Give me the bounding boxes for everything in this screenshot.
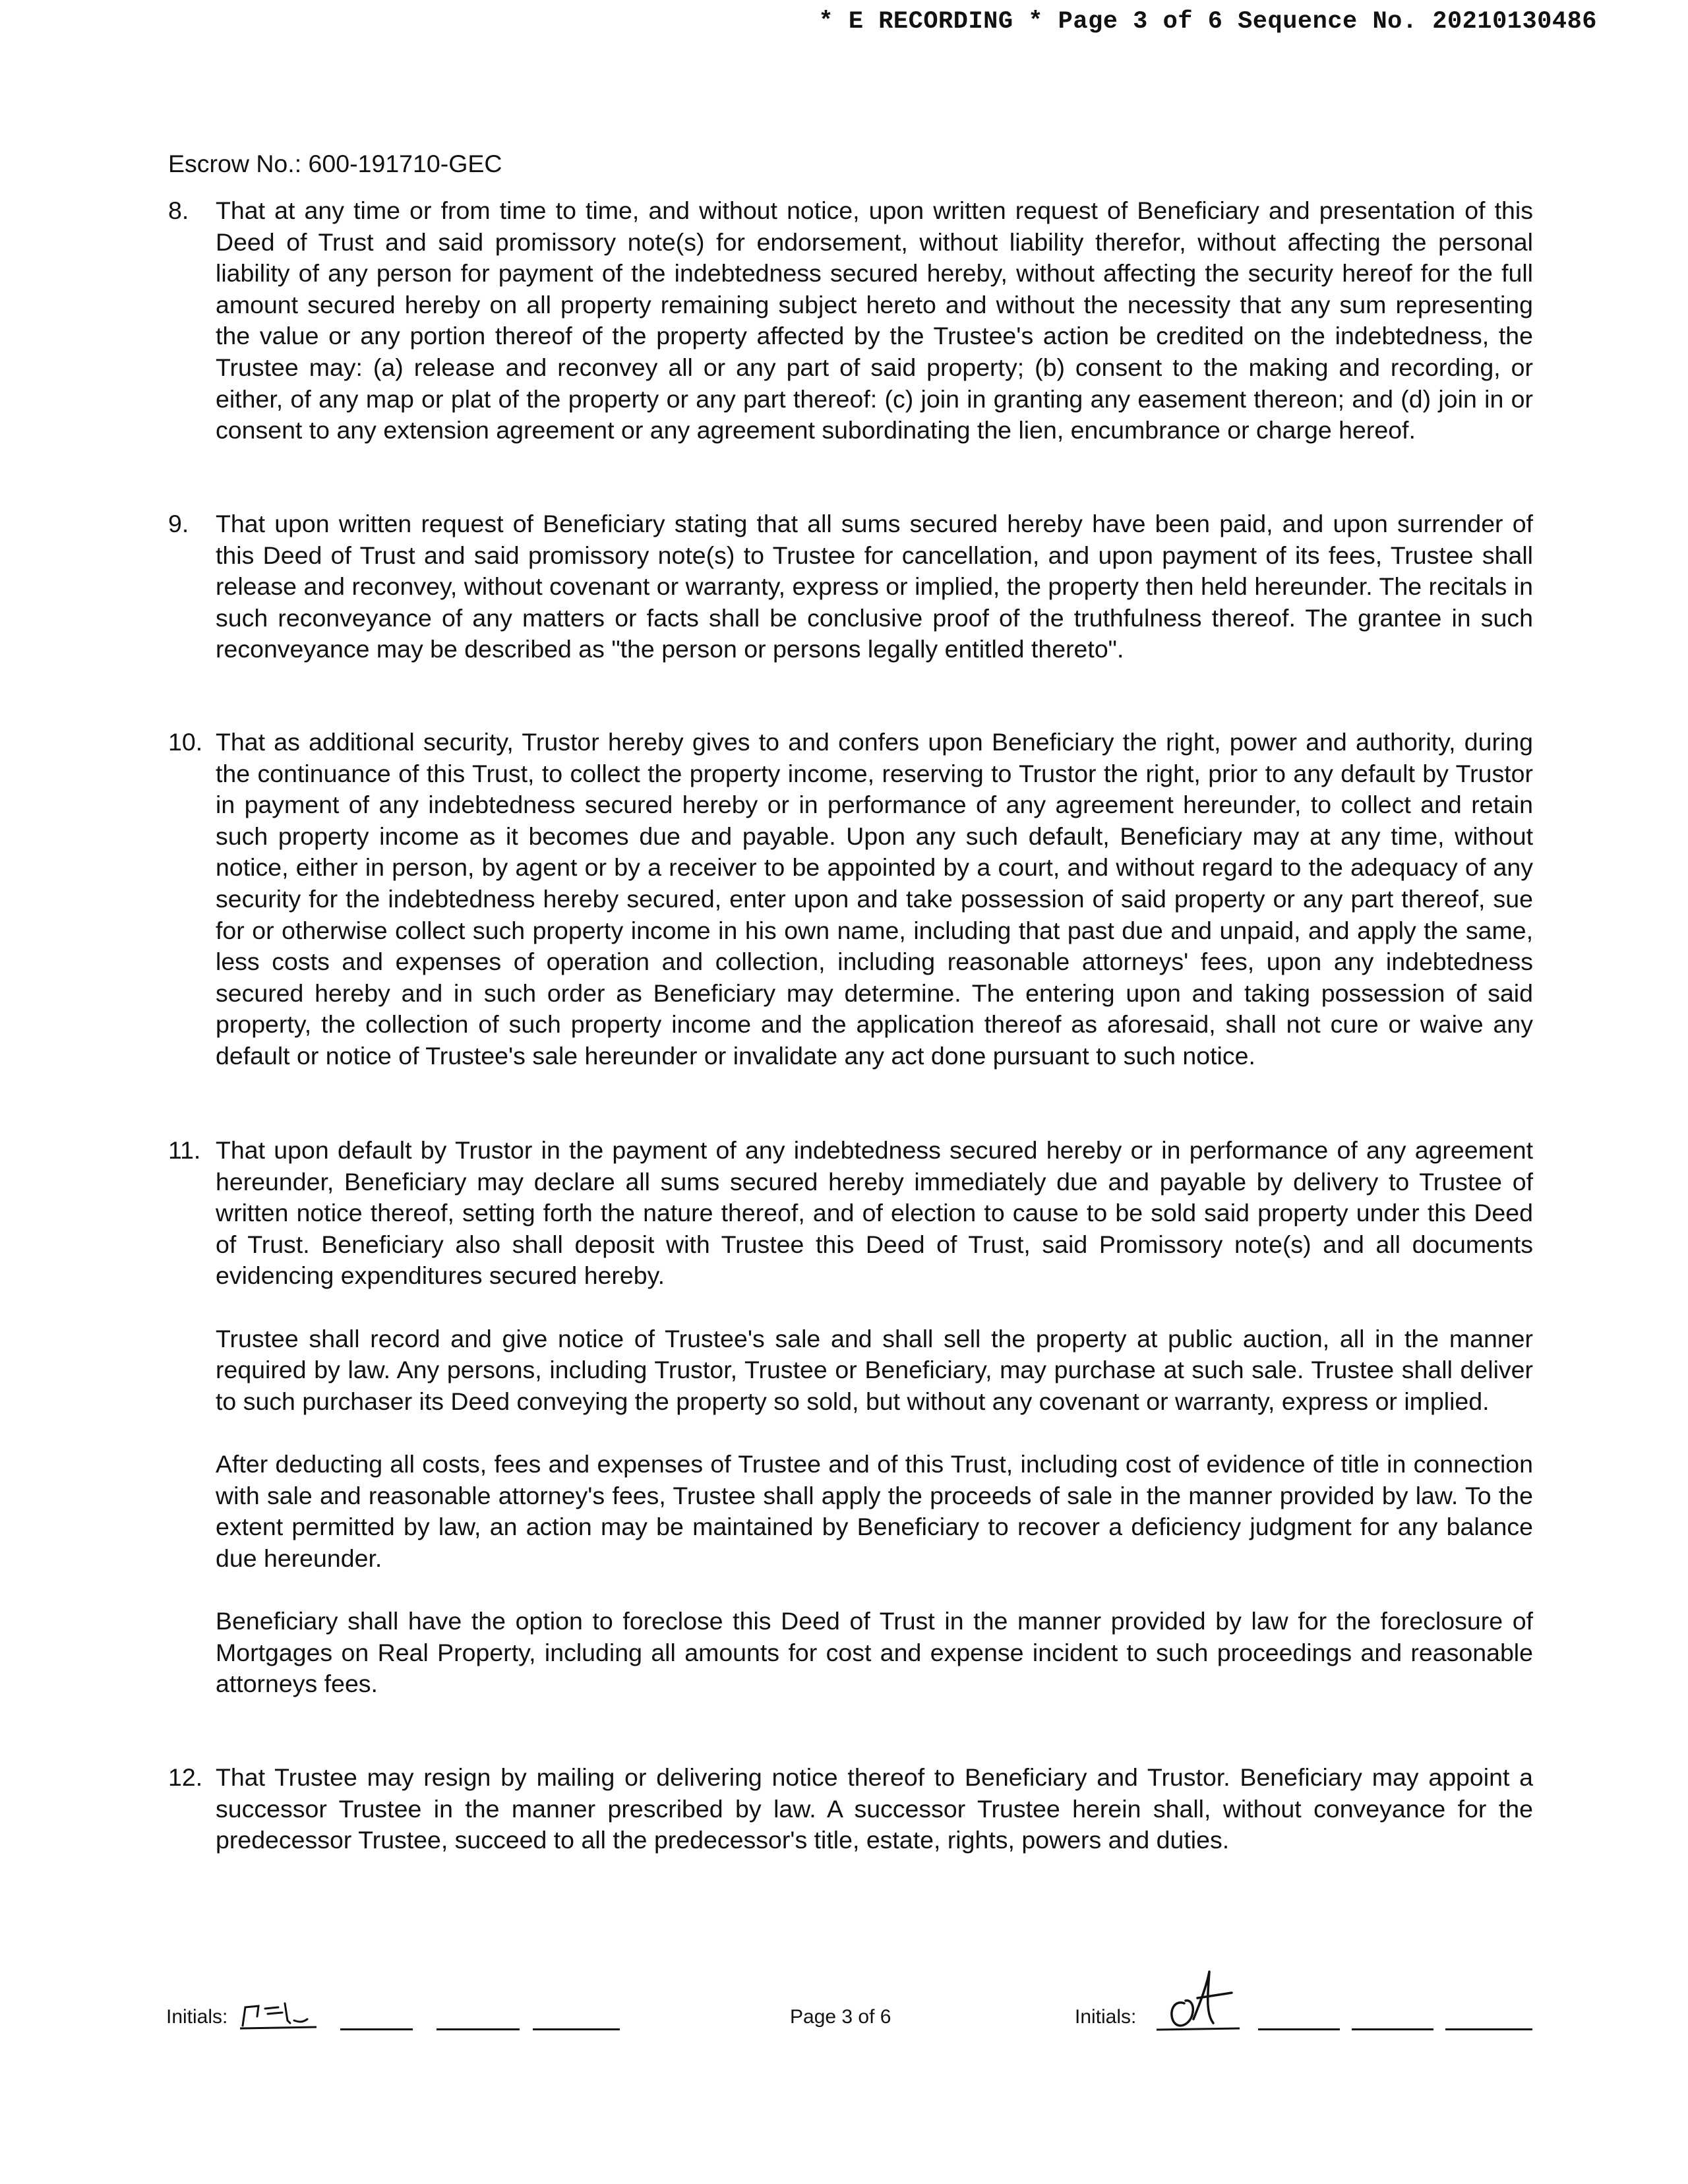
clause-9 bbox=[168, 508, 1533, 665]
clause-paragraph: Trustee shall record and give notice of Trustee's sale and shall sell the property at public auction, all in the manner required by law. Any persons, including Trustor, Trustee or Beneficiary, may purchase at such sale. Trustee shall deliver to such purchaser its Deed conveying the property so sold, but without any covenant or warranty, express or implied. bbox=[216, 1324, 1533, 1415]
escrow-number: Escrow No.: 600-191710-GEC bbox=[168, 150, 502, 177]
clause-paragraph: That as additional security, Trustor hereby gives to and confers upon Beneficiary the right, power and authority, during the continuance of this Trust, to collect the property income, reserving to Trustor the right, prior to any default by Trustor in payment of any indebtedness secured hereby or in performance of any agreement hereunder, to collect and retain such property income as it becomes due and payable. Upon any such default, Beneficiary may at any time, without notice, either in person, by agent or by a receiver to be appointed by a court, and without regard to the adequacy of any security for the indebtedness hereby secured, enter upon and take possession of said property or any part thereof, sue for or otherwise collect such property income in his own name, including that past due and unpaid, and apply the same, less costs and expenses of operation and collection, including reasonable attorneys' fees, upon any indebtedness secured hereby and in such order as Beneficiary may determine. The entering upon and taking possession of said property, the collection of such property income and the application thereof as aforesaid, shall not cure or waive any default or notice of Trustee's sale hereunder or invalidate any act done pursuant to such notice. bbox=[216, 728, 1533, 1070]
initials-blank bbox=[340, 2028, 413, 2030]
page-number: Page 3 of 6 bbox=[790, 2006, 891, 2028]
clause-12 bbox=[168, 1762, 1533, 1856]
clause-text bbox=[216, 727, 1533, 1072]
clause-10 bbox=[168, 727, 1533, 1072]
initials-signature-right bbox=[1154, 1966, 1259, 2032]
initials-blank bbox=[1352, 2028, 1433, 2030]
initials-blank bbox=[437, 2028, 520, 2030]
clause-paragraph: Beneficiary shall have the option to foreclose this Deed of Trust in the manner provided by law for the foreclosure of Mortgages on Real Property, including all amounts for cost and expense incident to such proceedings and reasonable attorneys fees. bbox=[216, 1606, 1533, 1698]
initials-blank bbox=[1258, 2028, 1340, 2030]
clause-text bbox=[216, 1762, 1533, 1856]
clause-paragraph: That Trustee may resign by mailing or delivering notice thereof to Beneficiary and Trustor. Beneficiary may appoint a successor Trustee in the manner prescribed by law. A successor Trustee herein shall, without conveyance for the predecessor Trustee, succeed to all the predecessor's title, estate, rights, powers and duties. bbox=[216, 1763, 1533, 1854]
clause-paragraph: That upon written request of Beneficiary stating that all sums secured hereby have been paid, and upon surrender of this Deed of Trust and said promissory note(s) to Trustee for cancellation, and upon payment of its fees, Trustee shall release and reconvey, without covenant or warranty, express or implied, the property then held hereunder. The recitals in such reconveyance of any matters or facts shall be conclusive proof of the truthfulness thereof. The grantee in such reconveyance may be described as "the person or persons legally entitled thereto". bbox=[216, 510, 1533, 663]
clause-paragraph: That at any time or from time to time, and without notice, upon written request of Beneficiary and presentation of this Deed of Trust and said promissory note(s) for endorsement, without liability therefor, without affecting the personal liability of any person for payment of the indebtedness secured hereby, without affecting the security hereof for the full amount secured hereby on all property remaining subject hereto and without the necessity that any sum representing the value or any portion thereof of the property affected by the Trustee's action be credited on the indebtedness, the Trustee may: (a) release and reconvey all or any part of said property; (b) consent to the making and recording, or either, of any map or plat of the property or any part thereof: (c) join in granting any easement thereon; and (d) join in or consent to any extension agreement or any agreement subordinating the lien, encumbrance or charge hereof. bbox=[216, 197, 1533, 444]
initials-blank bbox=[1445, 2028, 1532, 2030]
clause-number: 12. bbox=[168, 1763, 203, 1791]
clause-text bbox=[216, 1135, 1533, 1700]
initials-blank bbox=[533, 2028, 620, 2030]
clause-paragraph: After deducting all costs, fees and expenses of Trustee and of this Trust, including cost of evidence of title in connection with sale and reasonable attorney's fees, Trustee shall apply the proceeds of sale in the manner provided by law. To the extent permitted by law, an action may be maintained by Beneficiary to recover a deficiency judgment for any balance due hereunder. bbox=[216, 1449, 1533, 1572]
clause-number: 10. bbox=[168, 728, 203, 756]
clause-11 bbox=[168, 1135, 1533, 1700]
clause-text bbox=[216, 195, 1533, 446]
initials-right-label: Initials: bbox=[1075, 2006, 1137, 2028]
clause-8 bbox=[168, 195, 1533, 446]
clause-text bbox=[216, 508, 1533, 665]
recording-header: * E RECORDING * Page 3 of 6 Sequence No. 20210130486 bbox=[818, 8, 1597, 36]
initials-signature-left bbox=[239, 1994, 324, 2035]
initials-left-label: Initials: bbox=[166, 2006, 228, 2028]
clause-number: 9. bbox=[168, 510, 189, 537]
clause-number: 8. bbox=[168, 197, 189, 224]
clause-number: 11. bbox=[168, 1136, 201, 1164]
page-footer bbox=[0, 1999, 1688, 2052]
clause-paragraph: That upon default by Trustor in the payment of any indebtedness secured hereby or in performance of any agreement hereunder, Beneficiary may declare all sums secured hereby immediately due and payable by delivery to Trustee of written notice thereof, setting forth the nature thereof, and of election to cause to be sold said property under this Deed of Trust. Beneficiary also shall deposit with Trustee this Deed of Trust, said Promissory note(s) and all documents evidencing expenditures secured hereby. bbox=[216, 1136, 1533, 1290]
